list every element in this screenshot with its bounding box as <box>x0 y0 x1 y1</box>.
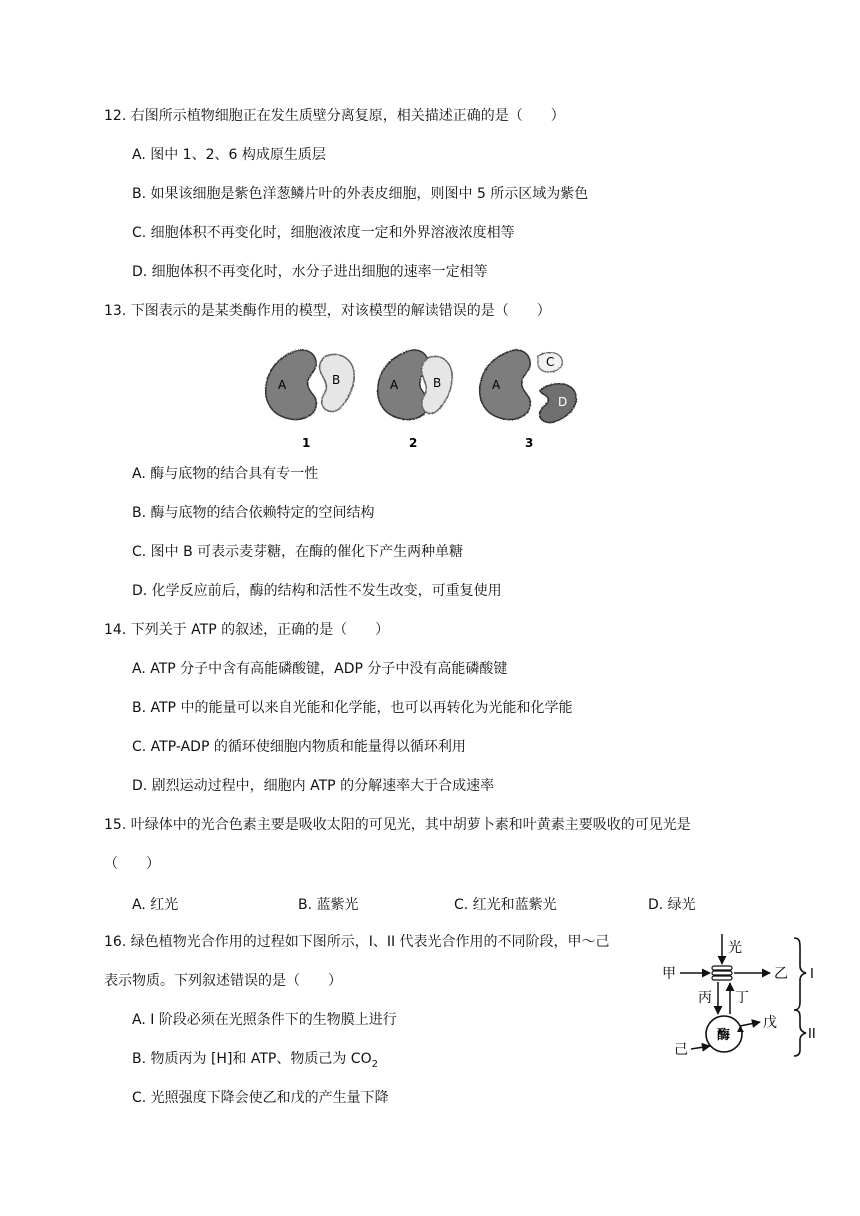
q14-option-a: A. ATP 分子中含有高能磷酸键，ADP 分子中没有高能磷酸键 <box>132 661 508 677</box>
q16-option-b-text: B. 物质丙为 [H]和 ATP、物质己为 CO <box>132 1051 372 1067</box>
stage-ii-brace <box>794 1010 806 1056</box>
q13-option-b: B. 酶与底物的结合依赖特定的空间结构 <box>132 505 375 521</box>
q16-stem-line2: 表示物质。下列叙述错误的是（ ） <box>104 973 342 989</box>
q15-option-b: B. 蓝紫光 <box>298 897 359 913</box>
q12-stem: 12. 右图所示植物细胞正在发生质壁分离复原，相关描述正确的是（ ） <box>104 108 565 124</box>
enzyme-label-a-1: A <box>278 378 287 392</box>
product-label-c: C <box>546 355 555 369</box>
step-label-1: 1 <box>302 436 311 450</box>
label-ding: 丁 <box>735 990 749 1006</box>
label-light: 光 <box>728 940 742 956</box>
q12-option-b: B. 如果该细胞是紫色洋葱鳞片叶的外表皮细胞，则图中 5 所示区域为紫色 <box>132 186 589 202</box>
q12-option-d: D. 细胞体积不再变化时，水分子进出细胞的速率一定相等 <box>132 264 488 280</box>
q13-option-c: C. 图中 B 可表示麦芽糖，在酶的催化下产生两种单糖 <box>132 544 464 560</box>
q14-option-b: B. ATP 中的能量可以来自光能和化学能，也可以再转化为光能和化学能 <box>132 700 573 716</box>
label-bing: 丙 <box>698 990 712 1006</box>
cycle-arrowhead-icon <box>737 1026 744 1032</box>
q14-stem: 14. 下列关于 ATP 的叙述，正确的是（ ） <box>104 622 390 638</box>
q16-option-a: A. I 阶段必须在光照条件下的生物膜上进行 <box>132 1012 397 1028</box>
q13-option-a: A. 酶与底物的结合具有专一性 <box>132 466 319 482</box>
q14-option-d: D. 剧烈运动过程中，细胞内 ATP 的分解速率大于合成速率 <box>132 778 495 794</box>
label-jia: 甲 <box>662 966 676 982</box>
label-yi: 乙 <box>774 966 788 982</box>
photosynthesis-diagram <box>660 928 830 1062</box>
enzyme-label-a-2: A <box>390 378 399 392</box>
product-label-d: D <box>558 395 568 409</box>
q13-stem: 13. 下图表示的是某类酶作用的模型，对该模型的解读错误的是（ ） <box>104 303 551 319</box>
q15-stem-line1: 15. 叶绿体中的光合色素主要是吸收太阳的可见光，其中胡萝卜素和叶黄素主要吸收的可见光是 <box>104 817 691 833</box>
substrate-label-b: B <box>332 373 341 387</box>
q15-option-c: C. 红光和蓝紫光 <box>454 897 557 913</box>
stage-i-brace <box>794 938 806 1010</box>
enzyme-label-a-3: A <box>492 378 501 392</box>
label-wu: 戊 <box>763 1015 777 1031</box>
q16-option-b-subscript: 2 <box>371 1058 378 1070</box>
q15-options <box>132 894 752 914</box>
q16-option-c: C. 光照强度下降会使乙和戊的产生量下降 <box>132 1090 389 1106</box>
label-stage-i: I <box>810 967 814 982</box>
thylakoid-stack-icon <box>712 966 732 980</box>
q15-option-d: D. 绿光 <box>648 897 696 913</box>
step-label-2: 2 <box>409 436 418 450</box>
step-label-3: 3 <box>525 436 534 450</box>
label-ji: 己 <box>674 1042 688 1058</box>
q16-stem-line1: 16. 绿色植物光合作用的过程如下图所示，I、II 代表光合作用的不同阶段，甲～己 <box>104 934 610 950</box>
q14-option-c: C. ATP-ADP 的循环使细胞内物质和能量得以循环利用 <box>132 739 466 755</box>
q15-stem-line2: （ ） <box>104 856 160 872</box>
q12-option-a: A. 图中 1、2、6 构成原生质层 <box>132 147 326 163</box>
q16-option-b <box>132 1050 378 1068</box>
label-enzyme: 酶 <box>717 1028 731 1043</box>
q12-option-c: C. 细胞体积不再变化时，细胞液浓度一定和外界溶液浓度相等 <box>132 225 515 241</box>
label-stage-ii: II <box>808 1027 816 1042</box>
q13-option-d: D. 化学反应前后，酶的结构和活性不发生改变，可重复使用 <box>132 583 502 599</box>
q15-option-a: A. 红光 <box>132 897 179 913</box>
enzyme-model-figure <box>258 342 588 454</box>
substrate-label-b-2: B <box>433 376 442 390</box>
